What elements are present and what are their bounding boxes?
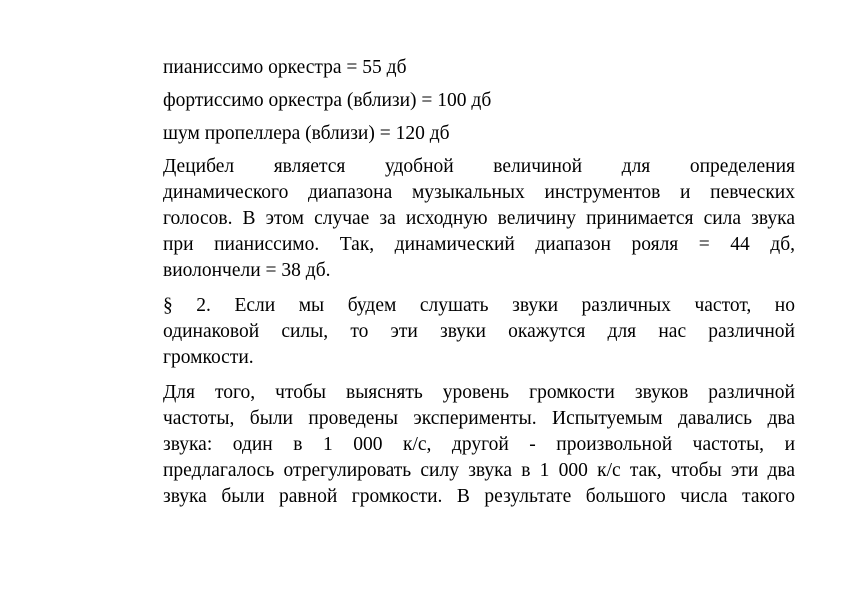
paragraph-line: Для того, чтобы выяснять уровень громкости звуков различной [163, 382, 795, 403]
document-page [133, 55, 795, 519]
paragraph-line: виолончели = 38 дб. [163, 260, 331, 281]
paragraph-line: частоты, были проведены эксперименты. Испытуемым давались два [163, 408, 795, 429]
paragraph-line: Децибел является удобной величиной для определения [163, 156, 795, 177]
paragraph-line: § 2. Если мы будем слушать звуки различных частот, но [163, 295, 795, 316]
paragraph-line: голосов. В этом случае за исходную величину принимается сила звука [163, 208, 795, 229]
paragraph-line: звука: один в 1 000 к/с, другой - произвольной частоты, и [163, 434, 795, 455]
paragraph-line: динамического диапазона музыкальных инструментов и певческих [163, 182, 795, 203]
paragraph-line: звука были равной громкости. В результате большого числа такого [163, 486, 795, 507]
text-line-pianissimo: пианиссимо оркестра = 55 дб [163, 57, 407, 78]
text-line-propeller: шум пропеллера (вблизи) = 120 дб [163, 123, 450, 144]
paragraph-line: предлагалось отрегулировать силу звука в 1 000 к/с так, чтобы эти два [163, 460, 795, 481]
paragraph-line: одинаковой силы, то эти звуки окажутся для нас различной [163, 321, 795, 342]
text-line-fortissimo: фортиссимо оркестра (вблизи) = 100 дб [163, 90, 492, 111]
paragraph-decibel [133, 154, 795, 284]
paragraph-section-2 [133, 293, 795, 371]
paragraph-line: громкости. [163, 347, 254, 368]
paragraph-line: при пианиссимо. Так, динамический диапазон рояля = 44 дб, [163, 234, 795, 255]
paragraph-experiments [133, 380, 795, 510]
